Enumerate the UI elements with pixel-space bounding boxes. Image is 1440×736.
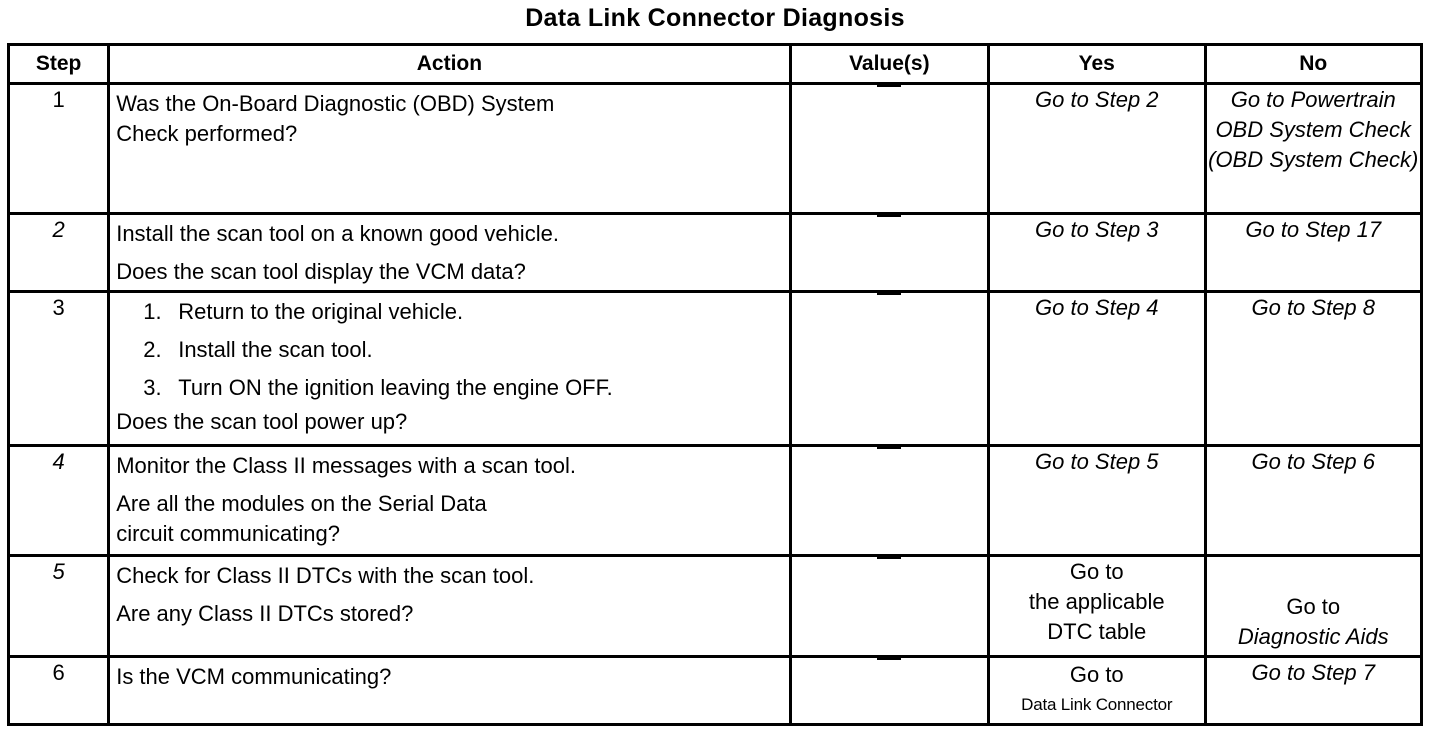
table-row: [9, 291, 1422, 445]
yes-text: Go to: [1069, 662, 1124, 688]
yes-link[interactable]: Go to Step 2: [1035, 87, 1159, 112]
no-text: Go to: [1286, 593, 1341, 619]
action-question: Does the scan tool power up?: [116, 408, 408, 434]
column-header-values: Value(s): [790, 45, 988, 84]
list-item-number: 3.: [143, 374, 162, 400]
column-header-action: Action: [109, 45, 790, 84]
no-prefix: Go to: [1230, 87, 1291, 112]
column-header-no: No: [1205, 45, 1422, 84]
value-dash: [877, 85, 901, 117]
step-number: 4: [9, 445, 109, 556]
page-title: Data Link Connector Diagnosis: [525, 4, 905, 32]
action-cell: [109, 656, 790, 724]
list-item: [143, 331, 788, 369]
yes-cell: [989, 213, 1205, 291]
no-cell: [1205, 556, 1422, 656]
value-dash: [877, 293, 901, 325]
value-dash: [877, 447, 901, 479]
action-cell: [109, 84, 790, 214]
list-item-number: 1.: [143, 298, 162, 324]
table-row: [9, 445, 1422, 556]
action-text: Was the On-Board Diagnostic (OBD) System: [116, 91, 555, 116]
no-link[interactable]: [1207, 592, 1421, 655]
no-reference: Powertrain OBD System Check (OBD System Check): [1208, 87, 1419, 172]
value-cell: [790, 213, 988, 291]
yes-cell: [989, 291, 1205, 445]
action-text: Monitor the Class II messages with a scan tool.: [116, 452, 576, 478]
no-cell: [1205, 656, 1422, 724]
no-link[interactable]: Go to Step 17: [1245, 216, 1382, 242]
list-item: [143, 293, 788, 331]
value-dash: [877, 658, 901, 690]
no-cell: [1205, 291, 1422, 445]
action-question: Are all the modules on the Serial Data: [116, 490, 487, 516]
yes-link[interactable]: Go to Step 5: [1035, 448, 1159, 474]
table-row: [9, 84, 1422, 214]
table-header-row: [9, 45, 1422, 84]
no-link[interactable]: Go to Step 8: [1251, 294, 1376, 320]
column-header-yes: Yes: [989, 45, 1205, 84]
action-text: Check for Class II DTCs with the scan tool.: [116, 563, 535, 589]
action-cell: [109, 291, 790, 445]
value-dash: [877, 215, 901, 247]
yes-link[interactable]: Go to Step 4: [1035, 294, 1159, 320]
yes-cell: [989, 445, 1205, 556]
action-text: Install the scan tool on a known good vehicle.: [116, 220, 559, 246]
value-cell: [790, 656, 988, 724]
step-number: 5: [9, 556, 109, 656]
list-item-text: Turn ON the ignition leaving the engine OFF.: [178, 374, 613, 400]
yes-text: the applicable: [1028, 589, 1165, 615]
yes-cell: [989, 556, 1205, 656]
no-link[interactable]: Go to Step 7: [1251, 659, 1376, 685]
list-item-number: 2.: [143, 336, 162, 362]
table-row: [9, 656, 1422, 724]
action-text: Check performed?: [116, 121, 298, 146]
column-header-step: Step: [9, 45, 109, 84]
yes-cell: [989, 656, 1205, 724]
list-item-text: Return to the original vehicle.: [178, 298, 464, 324]
list-item: [143, 369, 788, 407]
yes-link[interactable]: [990, 660, 1203, 720]
value-cell: [790, 84, 988, 214]
step-number: 1: [9, 84, 109, 214]
yes-reference: Data Link Connector: [1021, 695, 1173, 715]
step-number: 3: [9, 291, 109, 445]
no-link[interactable]: [1207, 85, 1421, 175]
action-question: Does the scan tool display the VCM data?: [116, 258, 526, 284]
diagnosis-table: [7, 43, 1423, 726]
action-question: Is the VCM communicating?: [116, 663, 392, 689]
table-row: [9, 213, 1422, 291]
no-reference: Diagnostic Aids: [1237, 623, 1389, 649]
yes-text: Go to: [1069, 559, 1124, 585]
value-cell: [790, 291, 988, 445]
step-number: 2: [9, 213, 109, 291]
no-cell: [1205, 213, 1422, 291]
no-cell: [1205, 84, 1422, 214]
yes-text: DTC table: [1047, 619, 1147, 645]
value-cell: [790, 556, 988, 656]
no-link[interactable]: Go to Step 6: [1251, 448, 1376, 474]
action-question: Are any Class II DTCs stored?: [116, 601, 414, 627]
yes-link[interactable]: [990, 557, 1203, 647]
value-cell: [790, 445, 988, 556]
yes-link[interactable]: Go to Step 3: [1035, 216, 1159, 242]
table-row: [9, 556, 1422, 656]
action-cell: [109, 213, 790, 291]
action-question: circuit communicating?: [116, 520, 340, 546]
no-cell: [1205, 445, 1422, 556]
action-cell: [109, 445, 790, 556]
step-number: 6: [9, 656, 109, 724]
action-cell: [109, 556, 790, 656]
action-steps-list: [110, 293, 788, 407]
yes-cell: [989, 84, 1205, 214]
list-item-text: Install the scan tool.: [178, 336, 373, 362]
value-dash: [877, 557, 901, 589]
